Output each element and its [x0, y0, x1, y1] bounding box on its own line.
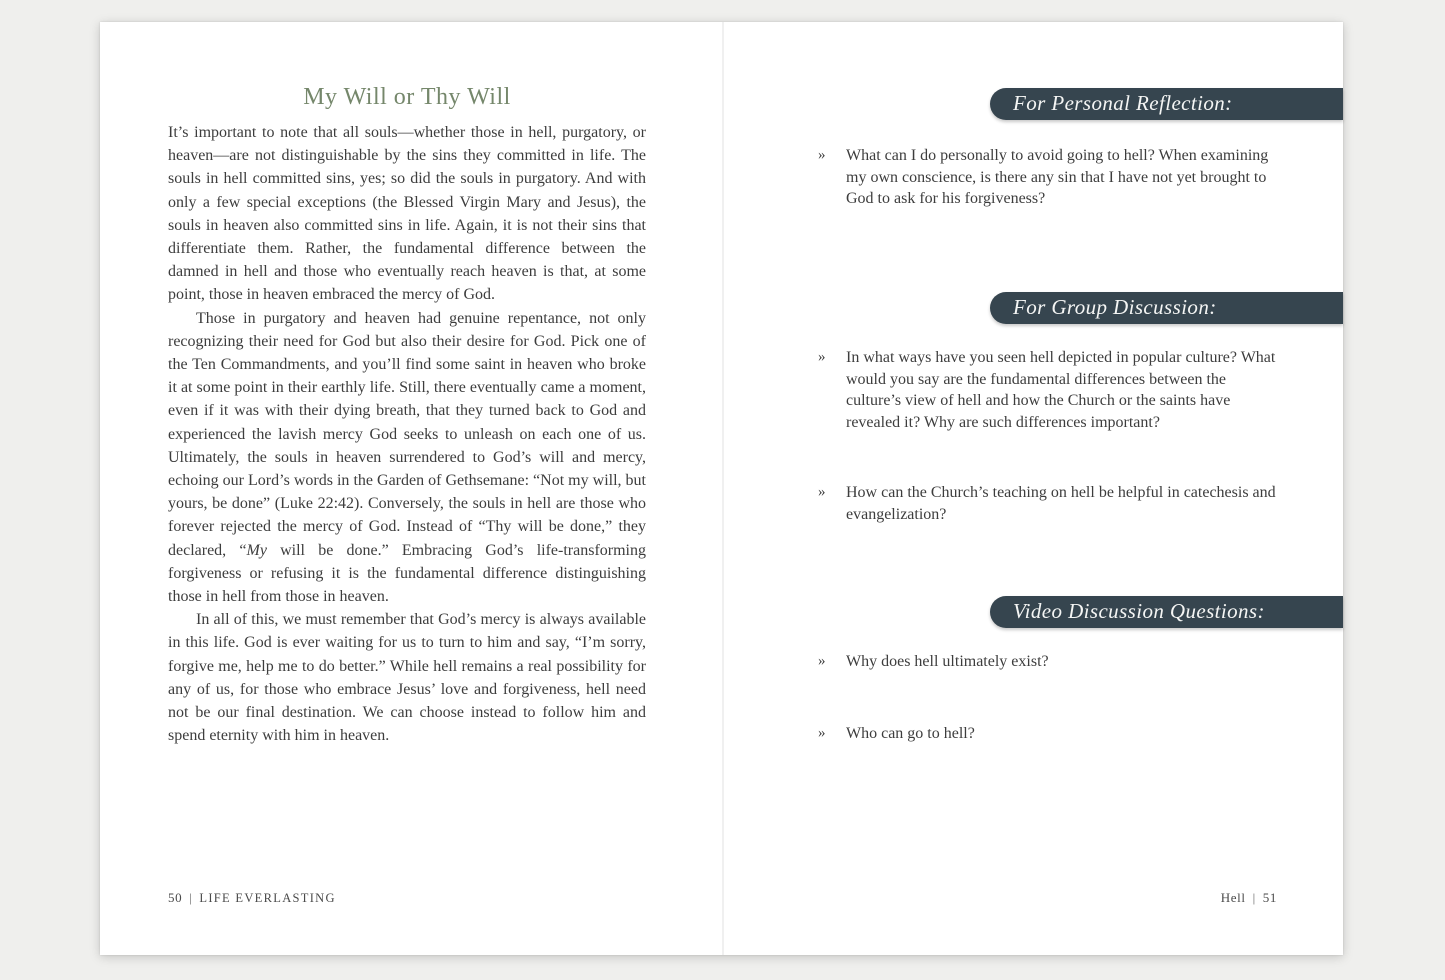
- section-banner-group-discussion: For Group Discussion:: [990, 292, 1343, 324]
- left-page-footer: [168, 890, 336, 906]
- question-text: What can I do personally to avoid going to hell? When examining my own conscience, is there any sin that I have not yet brought to God to ask for his forgiveness?: [846, 147, 1269, 207]
- right-page-number: 51: [1262, 890, 1277, 905]
- question-item: [818, 723, 1278, 745]
- question-item: [818, 145, 1278, 210]
- guillemet-bullet-icon: »: [818, 484, 826, 500]
- book-spread: [100, 22, 1343, 955]
- left-page-number: 50: [168, 890, 183, 905]
- paragraph: In all of this, we must remember that God’s mercy is always available in this life. God is ever waiting for us to turn to him and say, “I’m sorry, forgive me, help me to do better.” While hell remains a real possibility for any of us, for those who embrace Jesus’ love and forgiveness, hell need not be our final destination. We can choose instead to follow him and spend eternity with him in heaven.: [168, 611, 646, 745]
- book-title: LIFE EVERLASTING: [199, 891, 336, 905]
- footer-divider: |: [1252, 890, 1256, 905]
- question-text: Who can go to hell?: [846, 725, 975, 742]
- body-text: [168, 121, 646, 747]
- guillemet-bullet-icon: »: [818, 725, 826, 741]
- paragraph: Those in purgatory and heaven had genuine repentance, not only recognizing their need for God but also their desire for God. Pick one of the Ten Commandments, and you’ll find some saint in heaven who broke it at some point in their earthly life. Still, there eventually came a moment, even if it was with their dying breath, that they turned back to God and experienced the lavish mercy God seeks to unleash on each one of us. Ultimately, the souls in heaven surrendered to God’s will and mercy, echoing our Lord’s words in the Garden of Gethsemane: “Not my will, but yours, be done” (Luke 22:42). Conversely, the souls in hell are those who forever rejected the mercy of God. Instead of “Thy will be done,” they declared, “My will be done.” Embracing God’s life-transforming forgiveness or refusing it is the fundamental difference distinguishing those in hell from those in heaven.: [168, 309, 647, 606]
- question-item: [818, 347, 1278, 433]
- paragraph: It’s important to note that all souls—whether those in hell, purgatory, or heaven—are not distinguishable by the sins they committed in life. The souls in hell committed sins, yes; so did the souls in purgatory. And with only a few special exceptions (the Blessed Virgin Mary and Jesus), the souls in heaven also committed sins in life. Again, it is not their sins that differentiate them. Rather, the fundamental difference between the damned in hell and those who eventually reach heaven is that, at some point, those in heaven embraced the mercy of God.: [168, 124, 646, 304]
- question-text: In what ways have you seen hell depicted in popular culture? What would you say are the fundamental differences between the culture’s view of hell and how the Church or the saints have revealed it? Why are such differences important?: [846, 349, 1276, 431]
- question-item: [818, 482, 1278, 525]
- chapter-name: Hell: [1220, 890, 1246, 905]
- guillemet-bullet-icon: »: [818, 653, 826, 669]
- page-gutter: [722, 22, 724, 955]
- footer-divider: |: [189, 890, 193, 905]
- question-item: [818, 651, 1278, 673]
- page-title: My Will or Thy Will: [303, 84, 511, 110]
- section-banner-video-discussion: Video Discussion Questions:: [990, 596, 1343, 628]
- right-page-footer: [1221, 890, 1277, 906]
- guillemet-bullet-icon: »: [818, 349, 826, 365]
- section-banner-personal-reflection: For Personal Reflection:: [990, 88, 1343, 120]
- question-text: How can the Church’s teaching on hell be helpful in catechesis and evangelization?: [846, 484, 1276, 523]
- question-text: Why does hell ultimately exist?: [846, 653, 1049, 670]
- guillemet-bullet-icon: »: [818, 147, 826, 163]
